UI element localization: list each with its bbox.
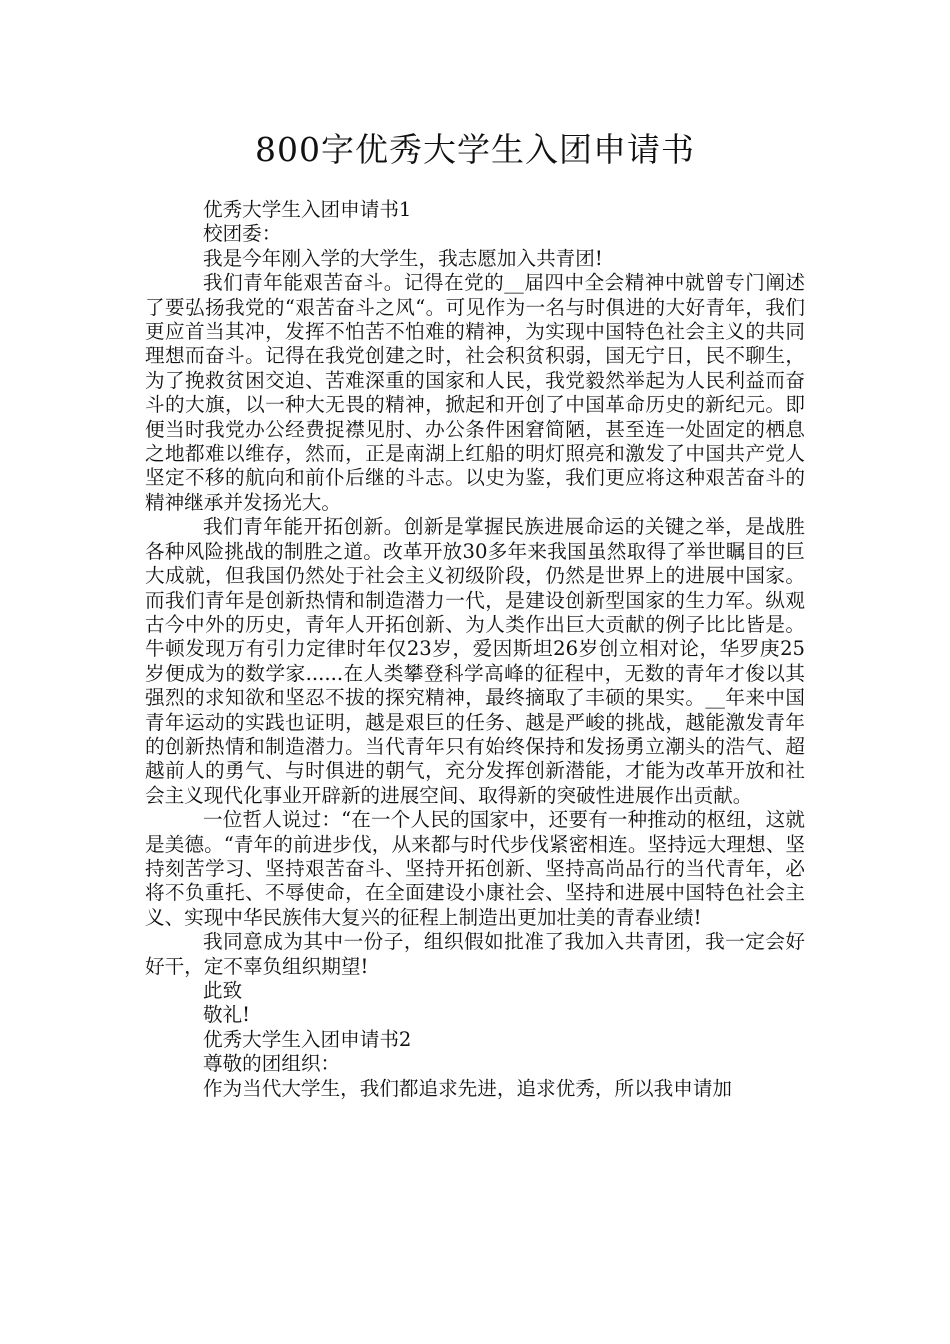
paragraph-second-letter: 作为当代大学生，我们都追求先进，追求优秀，所以我申请加 (203, 1076, 733, 1100)
closing-line-1: 此致 (203, 979, 243, 1002)
document-body (145, 198, 805, 1101)
section-heading-2: 优秀大学生入团申请书2 (203, 1027, 412, 1051)
intro-paragraph: 我是今年刚入学的大学生，我志愿加入共青团! (203, 246, 603, 270)
salutation-1: 校团委： (203, 222, 282, 246)
salutation-2: 尊敬的团组织： (203, 1052, 341, 1076)
closing-line-2: 敬礼! (203, 1003, 251, 1027)
document-title: 800字优秀大学生入团申请书 (255, 130, 695, 169)
section-heading-1: 优秀大学生入团申请书1 (203, 198, 412, 221)
paragraph-hard-work: 我们青年能艰苦奋斗。记得在党的__届四中全会精神中就曾专门阐述了要弘扬我党的“艰苦奋斗之风“。可见作为一名与时俱进的大好青年，我们更应首当其冲，发挥不怕苦不怕难的精神，为实现中国特色社会主义的共同理想而奋斗。记得在我党创建之时，社会积贫积弱，国无宁日，民不聊生，为了挽救贫困交迫、苦难深重的国家和人民，我党毅然举起为人民利益而奋斗的大旗，以一种大无畏的精神，掀起和开创了中国革命历史的新纪元。即便当时我党办公经费捉襟见肘、办公条件困窘简陋，甚至连一处固定的栖息之地都难以维存，然而，正是南湖上红船的明灯照亮和激发了中国共产党人坚定不移的航向和前仆后继的斗志。以史为鉴，我们更应将这种艰苦奋斗的精神继承并发扬光大。 (145, 271, 805, 514)
paragraph-pledge: 我同意成为其中一份子，组织假如批准了我加入共青团，我一定会好好干，定不辜负组织期望! (145, 930, 805, 978)
paragraph-innovation: 我们青年能开拓创新。创新是掌握民族进展命运的关键之举，是战胜各种风险挑战的制胜之道。改革开放30多年来我国虽然取得了举世瞩目的巨大成就，但我国仍然处于社会主义初级阶段，仍然是世界上的进展中国家。而我们青年是创新热情和制造潜力一代，是建设创新型国家的生力军。纵观古今中外的历史，青年人开拓创新、为人类作出巨大贡献的例子比比皆是。牛顿发现万有引力定律时年仅23岁，爱因斯坦26岁创立相对论，华罗庚25岁便成为的数学家......在人类攀登科学高峰的征程中，无数的青年才俊以其强烈的求知欲和坚忍不拔的探究精神，最终摘取了丰硕的果实。__年来中国青年运动的实践也证明，越是艰巨的任务、越是严峻的挑战，越能激发青年的创新热情和制造潜力。当代青年只有始终保持和发扬勇立潮头的浩气、超越前人的勇气、与时俱进的朝气，充分发挥创新潜能，才能为改革开放和社会主义现代化事业开辟新的进展空间、取得新的突破性进展作出贡献。 (145, 515, 805, 807)
paragraph-virtue: 一位哲人说过：“在一个人民的国家中，还要有一种推动的枢纽，这就是美德。“青年的前进步伐，从来都与时代步伐紧密相连。坚持远大理想、坚持刻苦学习、坚持艰苦奋斗、坚持开拓创新、坚持高尚品行的当代青年，必将不负重托、不辱使命，在全面建设小康社会、坚持和进展中国特色社会主义、实现中华民族伟大复兴的征程上制造出更加壮美的青春业绩! (145, 808, 805, 929)
